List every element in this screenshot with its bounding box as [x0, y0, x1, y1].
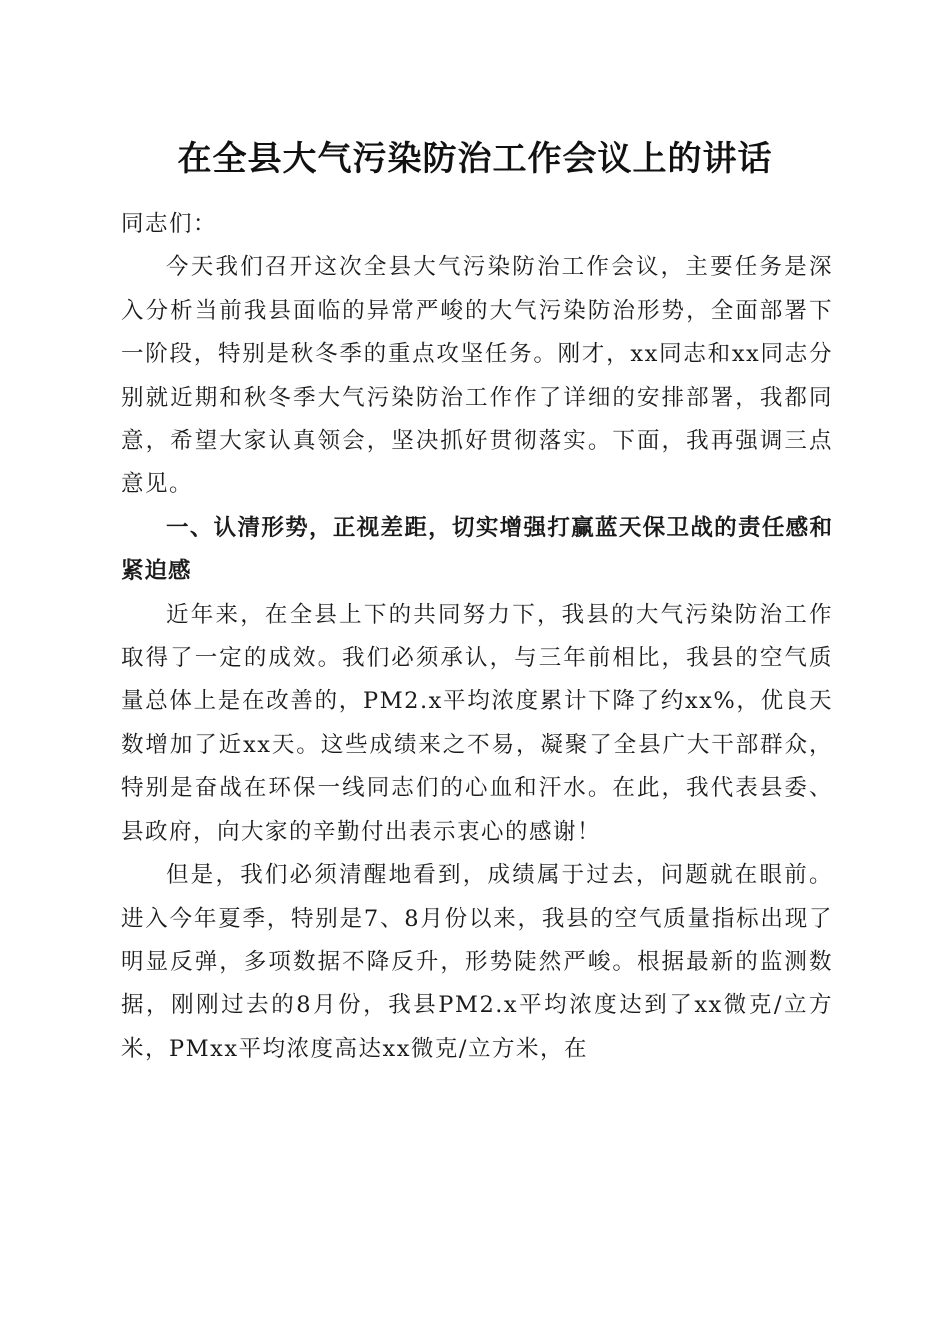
document-body — [121, 203, 833, 1071]
paragraph-achievements: 近年来，在全县上下的共同努力下，我县的大气污染防治工作取得了一定的成效。我们必须承认，与三年前相比，我县的空气质量总体上是在改善的，PM2.x平均浓度累计下降了约xx%，优良天数增加了近xx天。这些成绩来之不易，凝聚了全县广大干部群众，特别是奋战在环保一线同志们的心血和汗水。在此，我代表县委、县政府，向大家的辛勤付出表示衷心的感谢！ — [121, 601, 833, 845]
section-heading: 一、认清形势，正视差距，切实增强打赢蓝天保卫战的责任感和紧迫感 — [121, 514, 833, 585]
salutation: 同志们： — [121, 211, 218, 237]
paragraph-problems: 但是，我们必须清醒地看到，成绩属于过去，问题就在眼前。进入今年夏季，特别是7、8月份以来，我县的空气质量指标出现了明显反弹，多项数据不降反升，形势陡然严峻。根据最新的监测数据，刚刚过去的8月份，我县PM2.x平均浓度达到了xx微克/立方米，PMxx平均浓度高达xx微克/立方米，在 — [121, 862, 833, 1062]
document-title: 在全县大气污染防治工作会议上的讲话 — [177, 139, 773, 179]
paragraph-intro: 今天我们召开这次全县大气污染防治工作会议，主要任务是深入分析当前我县面临的异常严峻的大气污染防治形势，全面部署下一阶段，特别是秋冬季的重点攻坚任务。刚才，xx同志和xx同志分别就近期和秋冬季大气污染防治工作作了详细的安排部署，我都同意，希望大家认真领会，坚决抓好贯彻落实。下面，我再强调三点意见。 — [121, 254, 833, 498]
